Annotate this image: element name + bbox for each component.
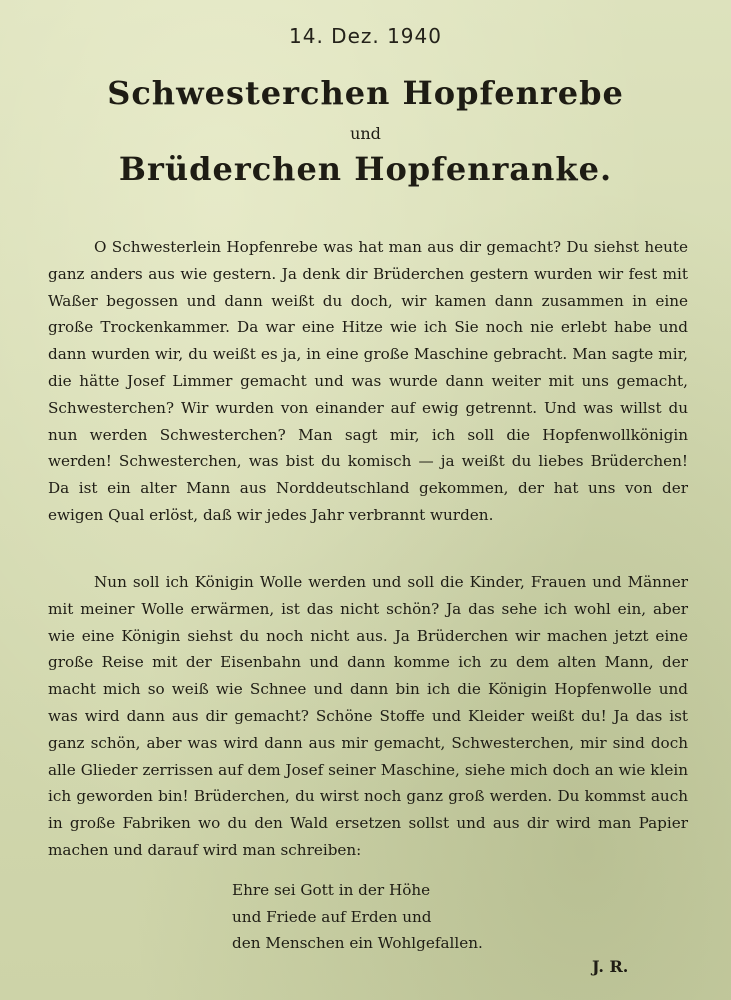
- story-paragraph-1: O Schwesterlein Hopfenrebe was hat man aus dir gemacht? Du siehst heute ganz anders aus wie gestern. Ja denk dir Brüderchen gestern wurden wir fest mit Waßer begossen und dann weißt du doch, wir kamen dann zusammen in eine große Trockenkammer. Da war eine Hitze wie ich Sie noch nie erlebt habe und dann wurden wir, du weißt es ja, in eine große Maschine gebracht. Man sagte mir, die hätte Josef Limmer gemacht und was wurde dann weiter mit uns gemacht, Schwesterchen? Wir wurden von einander auf ewig getrennt. Und was willst du nun werden Schwesterchen? Man sagt mir, ich soll die Hopfenwollkönigin werden! Schwesterchen, was bist du komisch — ja weißt du liebes Brüderchen! Da ist ein alter Mann aus Norddeutschland gekommen, der hat uns von der ewigen Qual erlöst, daß wir jedes Jahr verbrannt wurden.: [48, 238, 688, 524]
- date-stamp: 14. Dez. 1940: [289, 24, 442, 48]
- closing-verse: [232, 877, 483, 957]
- story-paragraph-2: Nun soll ich Königin Wolle werden und soll die Kinder, Frauen und Männer mit meiner Wolle erwärmen, ist das nicht schön? Ja das sehe ich wohl ein, aber wie eine Königin siehst du noch nicht aus. Ja Brüderchen wir machen jetzt eine große Reise mit der Eisenbahn und dann komme ich zu dem alten Mann, der macht mich so weiß wie Schnee und dann bin ich die Königin Hopfenwolle und was wird dann aus dir gemacht? Schöne Stoffe und Kleider weißt du! Ja das ist ganz schön, aber was wird dann aus mir gemacht, Schwesterchen, mir sind doch alle Glieder zerrissen auf dem Josef seiner Maschine, siehe mich doch an wie klein ich geworden bin! Brüderchen, du wirst noch ganz groß werden. Du kommst auch in große Fabriken wo du den Wald ersetzen sollst und aus dir wird man Papier machen und darauf wird man schreiben:: [48, 573, 688, 859]
- title-line-1: Schwesterchen Hopfenrebe: [107, 74, 624, 112]
- verse-line-3: den Menschen ein Wohlgefallen.: [232, 934, 483, 952]
- author-signature: J. R.: [592, 957, 629, 976]
- verse-line-2: und Friede auf Erden und: [232, 907, 432, 926]
- title-line-2: Brüderchen Hopfenranke.: [118, 150, 613, 188]
- verse-line-1: Ehre sei Gott in der Höhe: [232, 881, 431, 899]
- title-conjunction: und: [350, 124, 381, 143]
